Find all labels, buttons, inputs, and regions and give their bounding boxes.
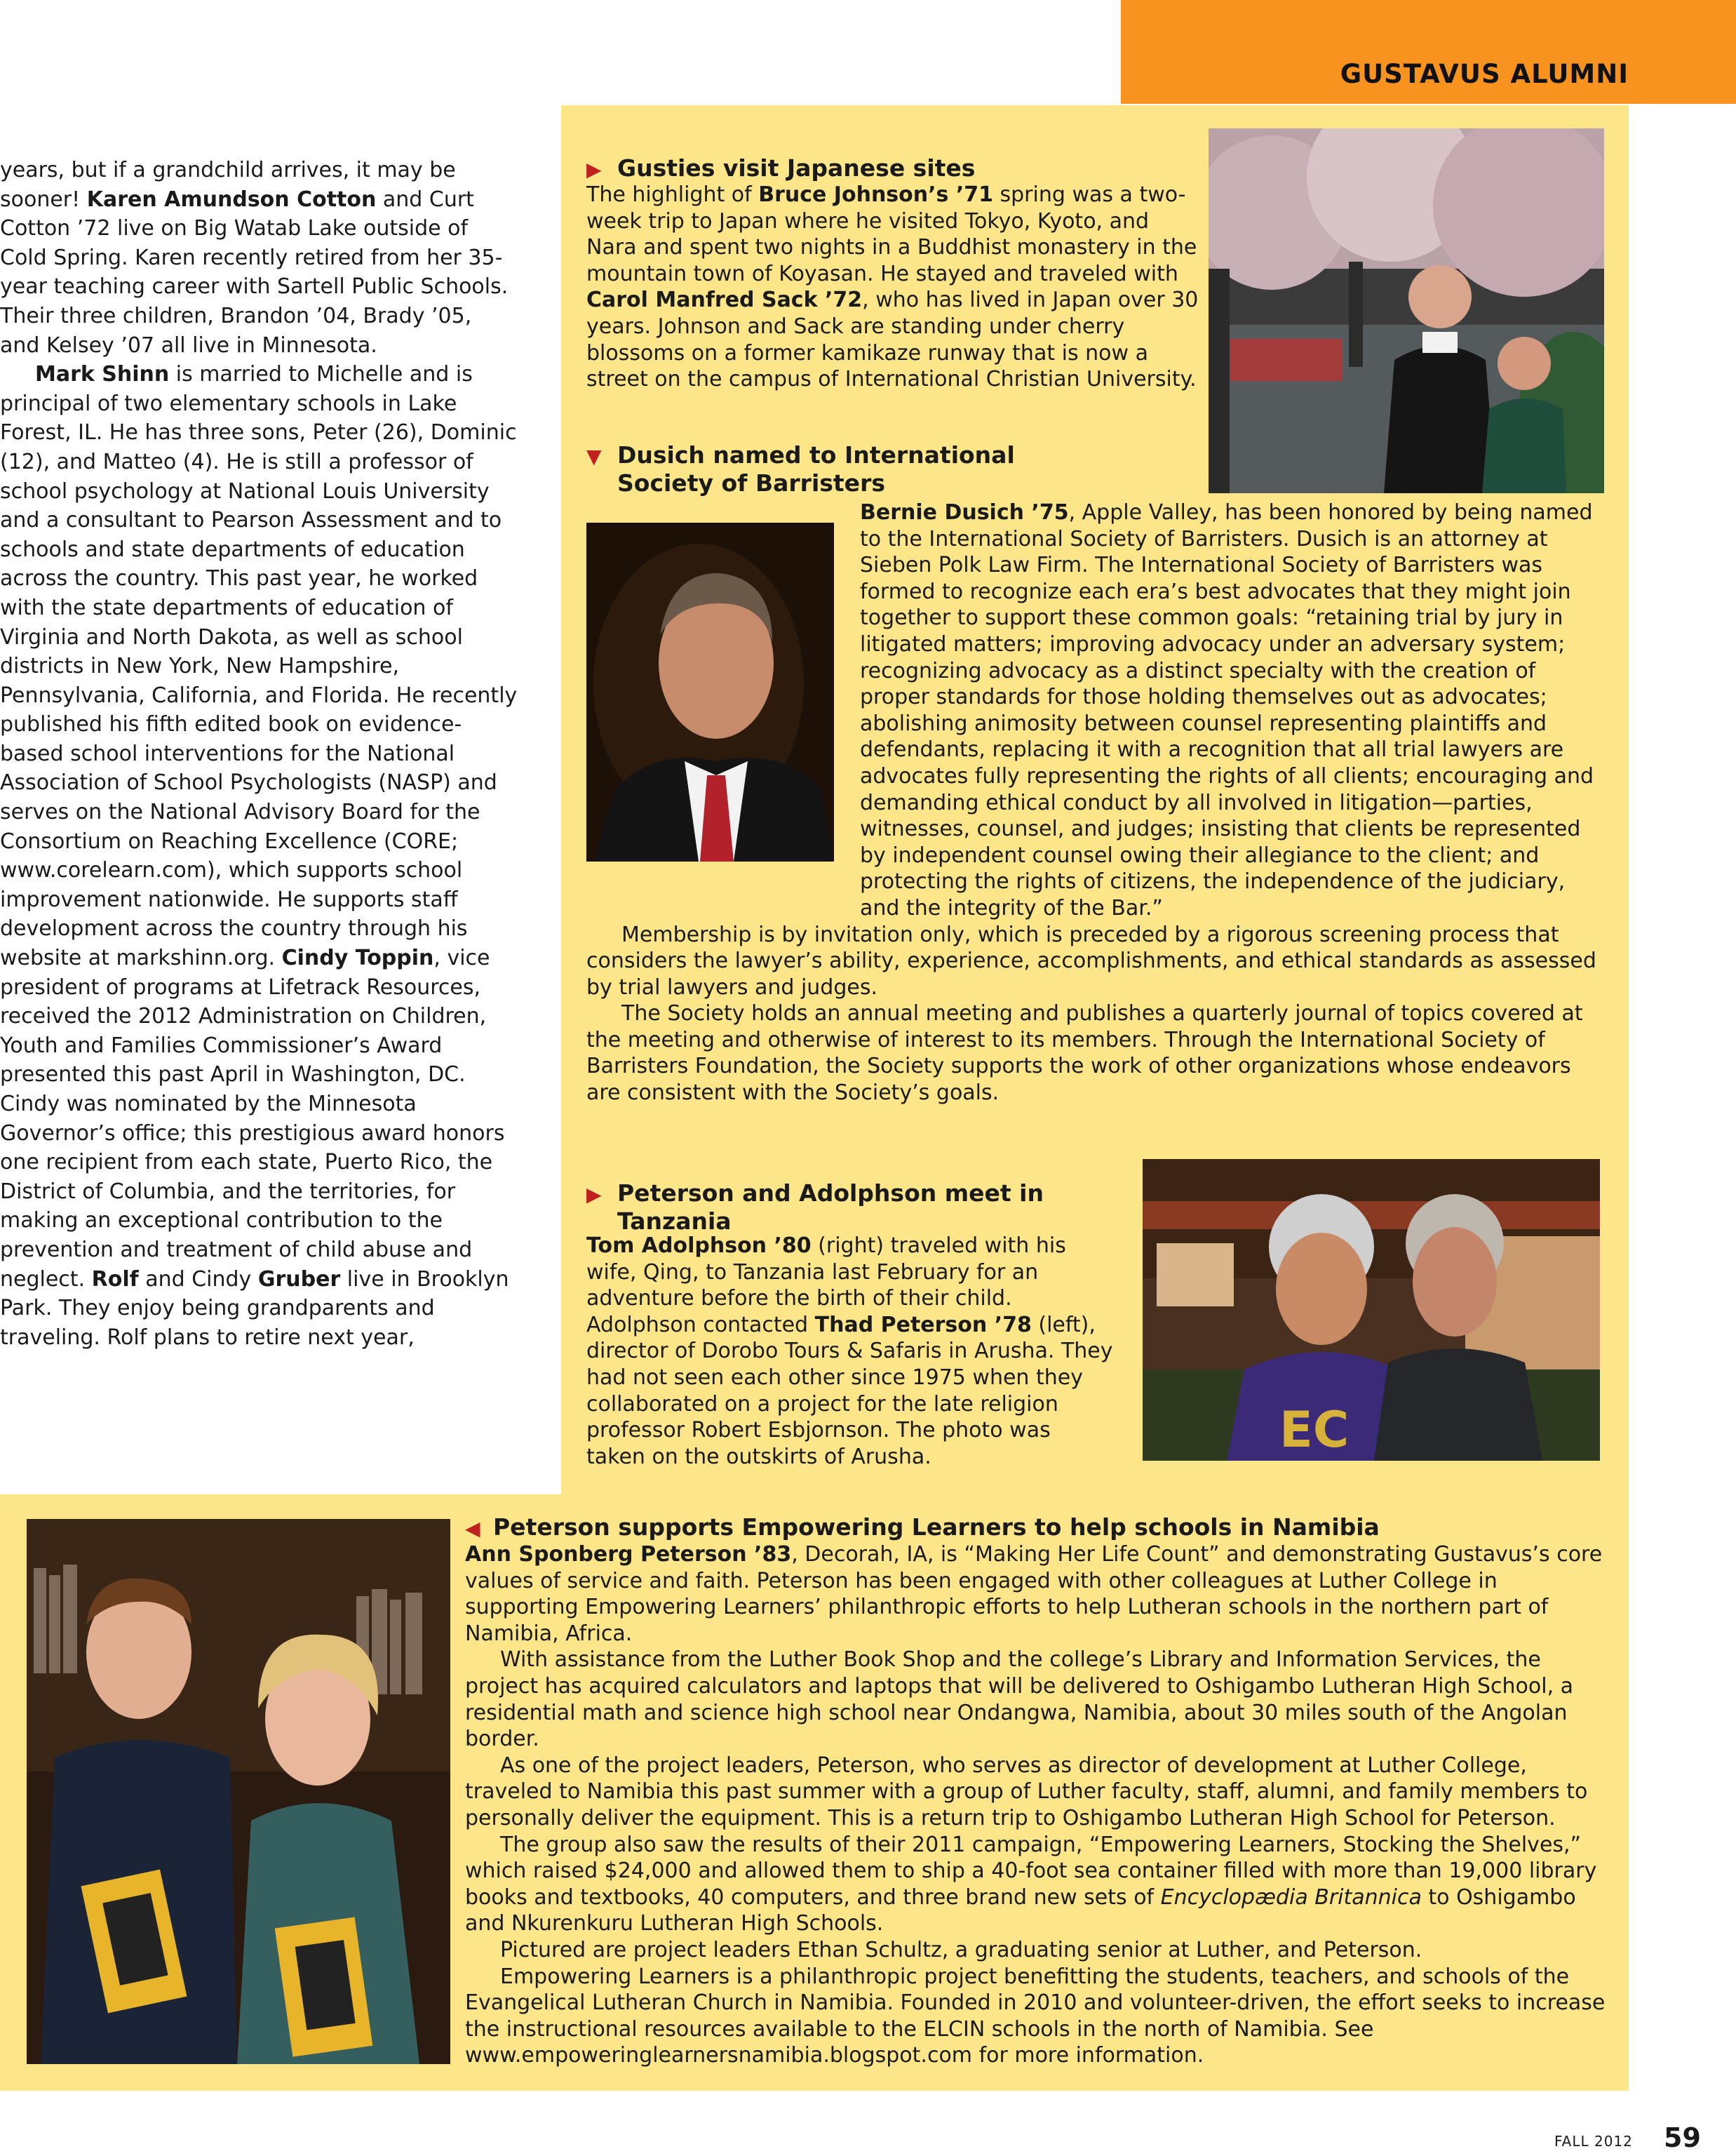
issue-label: FALL 2012 (1554, 2133, 1633, 2150)
japan-headline: ▶ Gusties visit Japanese sites (586, 154, 976, 182)
alumni-name: Thad Peterson ’78 (814, 1312, 1032, 1337)
section-title: GUSTAVUS ALUMNI (1340, 59, 1629, 89)
alumni-name: Bernie Dusich ’75 (860, 500, 1069, 525)
arrow-right-icon: ▶ (586, 1183, 602, 1206)
tanzania-story: Tom Adolphson ’80 (right) traveled with his wife, Qing, to Tanzania last February for an adventure before the birth of their child. Adolphson contacted Thad Peterson ’78 (left), director of Dorobo Tours & Safaris in Arusha. They had not seen each other since 1975 when they collaborated on a project for the late religion professor Robert Esbjornson. The photo was taken on the outskirts of Arusha. (586, 1233, 1113, 1469)
alumni-name: Mark Shinn (35, 362, 170, 387)
dusich-headline: ▼ Dusich named to International Society of Barristers (586, 441, 1015, 497)
arrow-left-icon: ◀ (465, 1517, 480, 1540)
alumni-name: Bruce Johnson’s ’71 (758, 182, 993, 207)
svg-text:EC: EC (1279, 1401, 1350, 1459)
alumni-name: Carol Manfred Sack ’72 (586, 288, 863, 313)
arrow-down-icon: ▼ (586, 445, 602, 468)
japan-story: The highlight of Bruce Johnson’s ’71 spring was a two-week trip to Japan where he visited Tokyo, Kyoto, and Nara and spent two nights in a Buddhist monastery in the mountain town of Koyasan. He stayed and traveled with Carol Manfred Sack ’72, who has lived in Japan over 30 years. Johnson and Sack are standing under cherry blossoms on a former kamikaze runway that is now a street on the campus of International Christian University. (586, 182, 1199, 392)
alumni-name: Rolf (91, 1266, 139, 1292)
alumni-name: Gruber (257, 1266, 341, 1292)
page-number: 59 (1664, 2122, 1701, 2153)
tanzania-photo (1143, 1159, 1600, 1461)
namibia-headline: ◀ Peterson supports Empowering Learners to help schools in Namibia (465, 1513, 1380, 1541)
alumni-name: Ann Sponberg Peterson ’83 (465, 1542, 792, 1567)
paragraph: Mark Shinn is married to Michelle and is principal of two elementary schools in Lake Forest, IL. He has three sons, Peter (26), Dominic (12), and Matteo (4). He is still a professor of school psychology at National Louis University and a consultant to Pearson Assessment and to schools and state departments of education across the country. This past year, he worked with the state departments of education of Virginia and North Dakota, as well as school districts in New York, New Hampshire, Pennsylvania, California, and Florida. He recently published his fifth edited book on evidence-based school interventions for the National Association of School Psychologists (NASP) and serves on the National Advisory Board for the Consortium on Reaching Excellence (CORE; www.corelearn.com), which supports school improvement nationwide. He supports staff development across the country through his website at markshinn.org. Cindy Toppin, vice president of programs at Lifetrack Resources, received the 2012 Administration on Children, Youth and Families Commissioner’s Award presented this past April in Washington, DC. Cindy was nominated by the Minnesota Governor’s office; this prestigious award honors one recipient from each state, Puerto Rico, the District of Columbia, and the territories, for making an exceptional contribution to the prevention and treatment of child abuse and neglect. Rolf and Cindy Gruber live in Brooklyn Park. They enjoy being grandparents and traveling. Rolf plans to retire next year, (0, 362, 518, 1350)
alumni-name: Tom Adolphson ’80 (586, 1233, 812, 1258)
namibia-story: Ann Sponberg Peterson ’83, Decorah, IA, is “Making Her Life Count” and demonstrating Gustavus’s core values of service and faith. Peterson has been engaged with other colleagues at Luther College in supporting Empowering Learners’ philanthropic efforts to help Lutheran schools in the northern part of Namibia, Africa. With assistance from the Luther Book Shop and the college’s Library and Information Services, the project has acquired calculators and laptops that will be delivered to Oshigambo Lutheran High School, a residential math and science high school near Ondangwa, Namibia, about 30 miles south of the Angolan border. As one of the project leaders, Peterson, who serves as director of development at Luther College, traveled to Namibia this past summer with a group of Luther faculty, staff, alumni, and family members to personally deliver the equipment. This is a return trip to Oshigambo Lutheran High School for Peterson. The group also saw the results of their 2011 campaign, “Empowering Learners, Stocking the Shelves,” which raised $24,000 and allowed them to ship a 40-foot sea container filled with more than 19,000 library books and textbooks, 40 computers, and three brand new sets of Encyclopædia Britannica to Oshigambo and Nkurenkuru Lutheran High Schools. Pictured are project leaders Ethan Schultz, a graduating senior at Luther, and Peterson. Empowering Learners is a philanthropic project benefitting the students, teachers, and schools of the Evangelical Lutheran Church in Namibia. Founded in 2010 and volunteer-driven, the effort seeks to increase the instructional resources available to the ELCIN schools in the north of Namibia. See www.empoweringlearnersnamibia.blogspot.com for more information. (465, 1542, 1606, 2068)
namibia-photo (27, 1519, 450, 2064)
paragraph: years, but if a grandchild arrives, it may be sooner! Karen Amundson Cotton and Curt Cotton ’72 live on Big Watab Lake outside of Cold Spring. Karen recently retired from her 35-year teaching career with Sartell Public Schools. Their three children, Brandon ’04, Brady ’05, and Kelsey ’07 all live in Minnesota. (0, 158, 509, 358)
alumni-name: Cindy Toppin (281, 946, 434, 971)
arrow-right-icon: ▶ (586, 158, 602, 181)
tanzania-headline: ▶ Peterson and Adolphson meet in Tanzania (586, 1179, 1044, 1235)
japan-photo (1209, 128, 1604, 493)
dusich-story: Bernie Dusich ’75, Apple Valley, has been honored by being named to the International Society of Barristers. Dusich is an attorney at Sieben Polk Law Firm. The International Society of Barristers was formed to recognize each era’s best advocates that they might join together to support these common goals: “retaining trial by jury in litigated matters; improving advocacy under an adversary system; recognizing advocacy as a distinct specialty with the creation of proper standards for those holding themselves out as advocates; abolishing animosity between counsel representing plaintiffs and defendants, replacing it with a recognition that all trial lawyers are advocates fully representing the rights of all clients; encouraging and demanding ethical conduct by all involved in litigation—parties, witnesses, counsel, and judges; insisting that clients be represented by independent counsel owing their allegiance to the client; and protecting the rights of citizens, the independence of the judiciary, and the integrity of the Bar.” Membership is by invitation only, which is preceded by a rigorous screening process that considers the lawyer’s ability, experience, accomplishments, and ethical standards as assessed by trial lawyers and judges. The Society holds an annual meeting and publishes a quarterly journal of topics covered at the meeting and otherwise of interest to its members. Through the International Society of Barristers Foundation, the Society supports the work of other organizations whose endeavors are consistent with the Society’s goals. (586, 500, 1596, 1106)
alumni-name: Karen Amundson Cotton (86, 187, 377, 212)
left-column (0, 156, 518, 1352)
